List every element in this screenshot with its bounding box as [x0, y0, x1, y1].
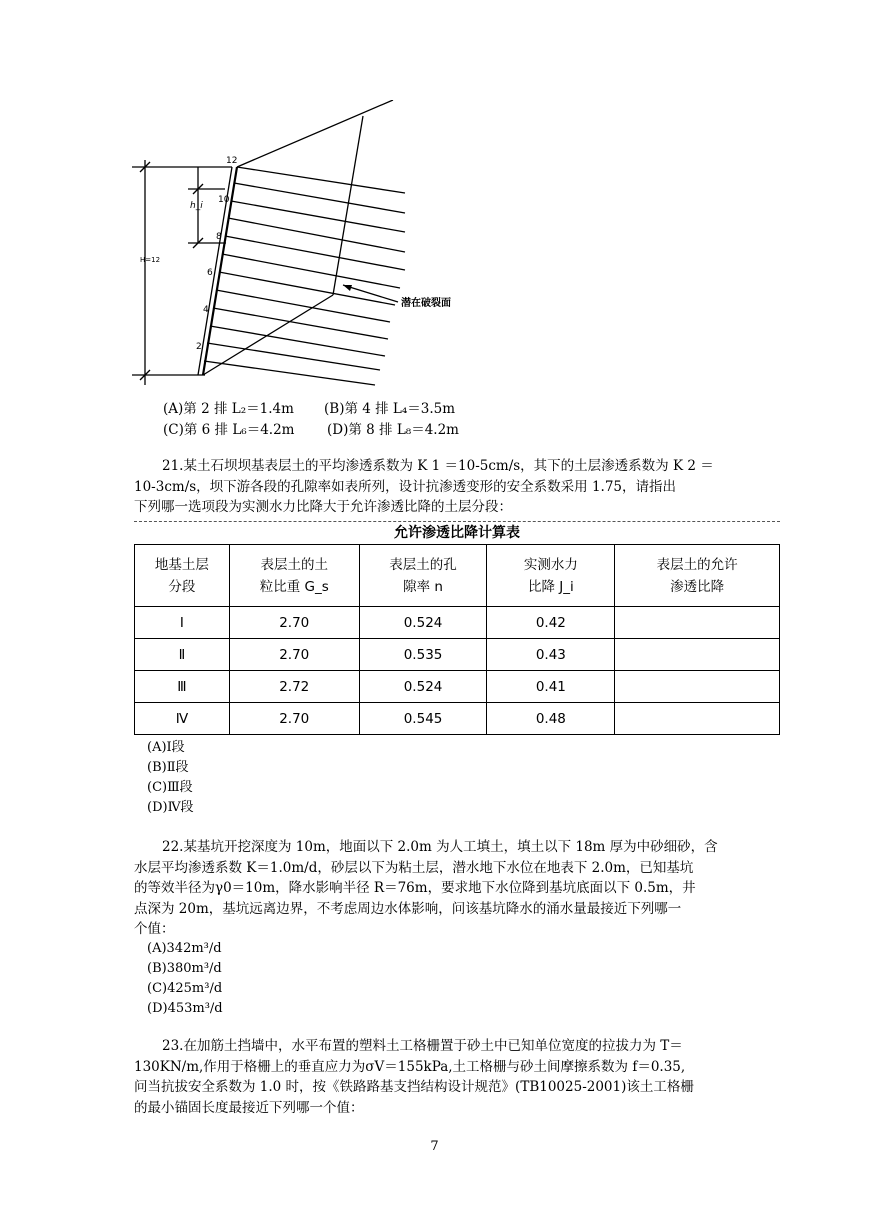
q22-option-d: (D)453m³/d — [147, 1001, 223, 1016]
cell-n: 0.545 — [359, 703, 487, 735]
cell-n: 0.524 — [359, 671, 487, 703]
hi-label: h_i — [190, 201, 203, 211]
table-row — [135, 671, 780, 703]
q21-option-b: (B)Ⅱ段 — [147, 760, 189, 775]
q20-option-a: (A)第 2 排 L₂＝1.4m — [163, 401, 294, 417]
question-21 — [134, 456, 714, 518]
q23-line-3: 问当抗拔安全系数为 1.0 时，按《铁路路基支挡结构设计规范》(TB10025-2001)该土工格栅 — [134, 1079, 694, 1095]
cell-gs: 2.70 — [229, 703, 359, 735]
header-ji: 实测水力 比降 J_i — [487, 545, 615, 607]
height-label: H=12 — [140, 256, 161, 264]
cell-allowable — [615, 703, 780, 735]
retaining-wall-figure — [120, 100, 480, 390]
q22-options — [147, 939, 223, 1019]
row-label-10: 10 — [218, 195, 230, 205]
table-row — [135, 703, 780, 735]
q22-line-3: 的等效半径为γ0＝10m，降水影响半径 R＝76m，要求地下水位降到基坑底面以下 0.5m，井 — [134, 880, 696, 896]
header-allowable: 表层土的允许 渗透比降 — [615, 545, 780, 607]
header-n: 表层土的孔 隙率 n — [359, 545, 487, 607]
row-label-6: 6 — [207, 268, 213, 278]
page-number: 7 — [430, 1139, 439, 1154]
cell-ji: 0.48 — [487, 703, 615, 735]
cell-allowable — [615, 607, 780, 639]
q23-line-4: 的最小锚固长度最接近下列哪一个值： — [134, 1099, 364, 1116]
cell-n: 0.535 — [359, 639, 487, 671]
q20-option-b: (B)第 4 排 L₄＝3.5m — [324, 401, 456, 417]
cell-gs: 2.70 — [229, 639, 359, 671]
cell-gs: 2.70 — [229, 607, 359, 639]
row-label-4: 4 — [203, 305, 209, 315]
seepage-table — [134, 544, 780, 735]
cell-allowable — [615, 639, 780, 671]
q21-line-3: 下列哪一选项段为实测水力比降大于允许渗透比降的土层分段： — [134, 499, 512, 515]
q22-line-5: 个值： — [134, 921, 175, 937]
cell-layer: Ⅲ — [135, 671, 230, 703]
q20-option-d: (D)第 8 排 L₈＝4.2m — [327, 422, 459, 438]
cell-gs: 2.72 — [229, 671, 359, 703]
q22-line-4: 点深为 20m，基坑远离边界，不考虑周边水体影响，问该基坑降水的涌水量最接近下列哪一 — [134, 900, 682, 917]
table-row — [135, 607, 780, 639]
table-caption: 允许渗透比降计算表 — [134, 521, 780, 542]
row-label-2: 2 — [196, 342, 202, 352]
cell-ji: 0.43 — [487, 639, 615, 671]
cell-layer: Ⅰ — [135, 607, 230, 639]
cell-layer: Ⅳ — [135, 703, 230, 735]
slip-surface-label: 潜在破裂面 — [401, 298, 451, 309]
q23-line-1: 23.在加筋土挡墙中，水平布置的塑料土工格栅置于砂土中已知单位宽度的拉拔力为 T＝ — [162, 1038, 683, 1054]
q20-option-c: (C)第 6 排 L₆＝4.2m — [163, 422, 295, 438]
q21-line-2: 10-3cm/s，坝下游各段的孔隙率如表所列，设计抗渗透变形的安全系数采用 1.75，请指出 — [134, 478, 677, 495]
cell-ji: 0.41 — [487, 671, 615, 703]
table-row — [135, 639, 780, 671]
cell-n: 0.524 — [359, 607, 487, 639]
header-layer: 地基土层 分段 — [135, 545, 230, 607]
cell-layer: Ⅱ — [135, 639, 230, 671]
question-23 — [134, 1036, 694, 1118]
cell-ji: 0.42 — [487, 607, 615, 639]
cell-allowable — [615, 671, 780, 703]
question-22 — [134, 837, 718, 940]
q22-line-1: 22.某基坑开挖深度为 10m，地面以下 2.0m 为人工填土，填土以下 18m 厚为中砂细砂，含 — [162, 839, 718, 855]
q22-option-c: (C)425m³/d — [147, 981, 223, 996]
q21-options — [147, 738, 194, 818]
q22-line-2: 水层平均渗透系数 K＝1.0m/d，砂层以下为粘土层，潜水地下水位在地表下 2.0m，已知基坑 — [134, 859, 694, 876]
q21-option-c: (C)Ⅲ段 — [147, 780, 193, 795]
q21-option-a: (A)Ⅰ段 — [147, 740, 185, 755]
header-gs: 表层土的土 粒比重 G_s — [229, 545, 359, 607]
q21-option-d: (D)Ⅳ段 — [147, 800, 194, 815]
q22-option-b: (B)380m³/d — [147, 961, 222, 976]
row-label-12: 12 — [226, 156, 238, 166]
q23-line-2: 130KN/m,作用于格栅上的垂直应力为σV＝155kPa,土工格栅与砂土间摩擦系数为 f＝0.35, — [134, 1058, 686, 1075]
q21-line-1: 21.某土石坝坝基表层土的平均渗透系数为 K 1 ＝10-5cm/s，其下的土层渗透系数为 K 2 ＝ — [162, 458, 714, 474]
row-label-8: 8 — [216, 232, 222, 242]
table-header-row — [135, 545, 780, 607]
q22-option-a: (A)342m³/d — [147, 941, 222, 956]
